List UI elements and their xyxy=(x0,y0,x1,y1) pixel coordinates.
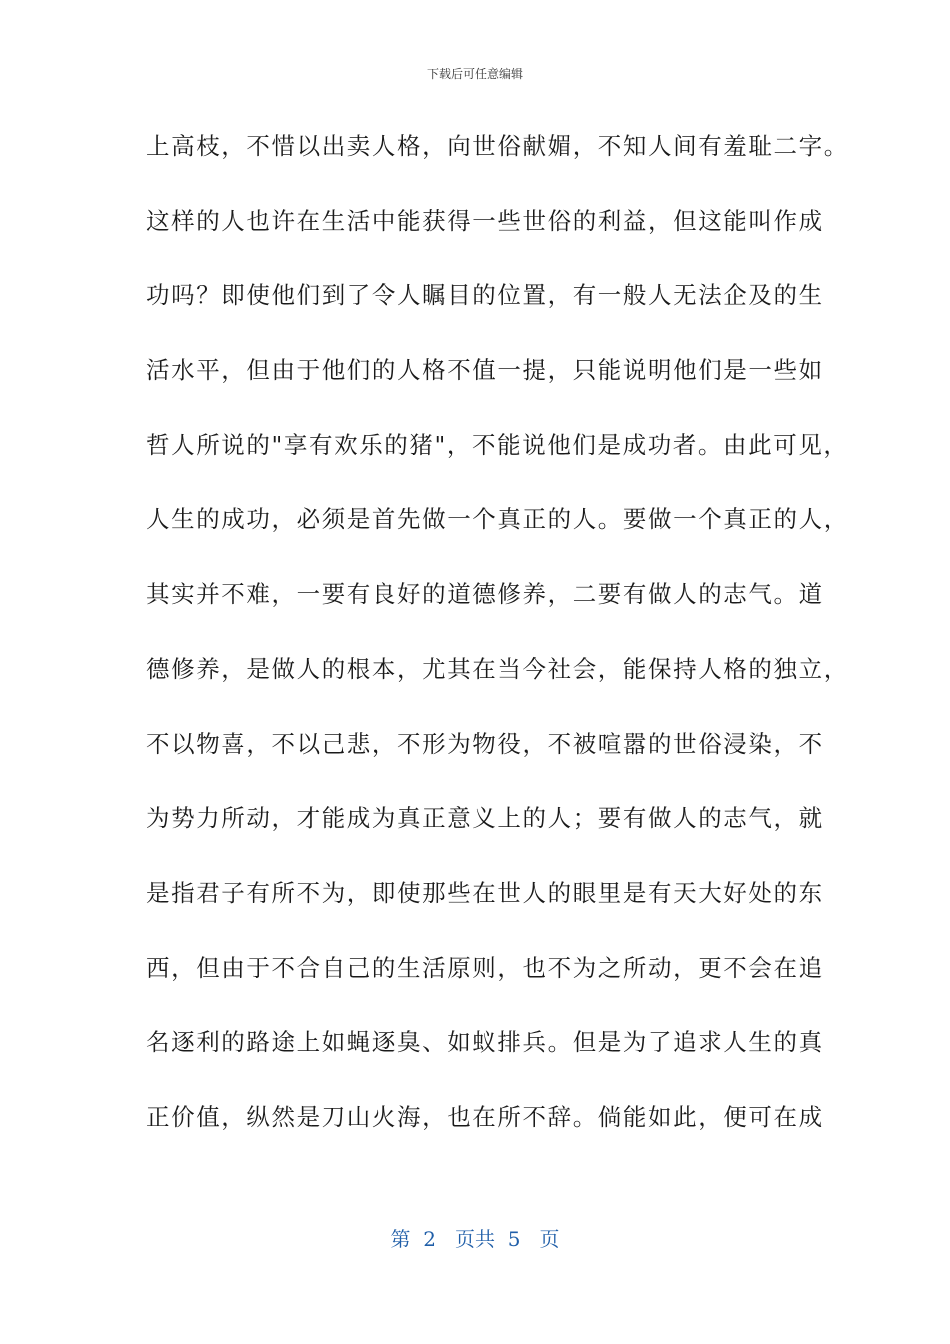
text-line: 正价值，纵然是刀山火海，也在所不辞。倘能如此，便可在成 xyxy=(146,1102,824,1131)
text-line: 上高枝，不惜以出卖人格，向世俗献媚，不知人间有羞耻二字。 xyxy=(146,132,849,160)
text-line: 活水平，但由于他们的人格不值一提，只能说明他们是一些如 xyxy=(146,356,824,385)
text-line: 德修养，是做人的根本，尤其在当今社会，能保持人格的独立， xyxy=(146,654,849,683)
current-page-number: 2 xyxy=(423,1227,436,1251)
document-body xyxy=(146,122,849,1168)
text-line: 哲人所说的"享有欢乐的猪"，不能说他们是成功者。由此可见， xyxy=(146,430,849,459)
page-mid: 页共 xyxy=(455,1227,495,1251)
text-line: 是指君子有所不为，即使那些在世人的眼里是有天大好处的东 xyxy=(146,878,824,907)
text-line: 为势力所动，才能成为真正意义上的人；要有做人的志气，就 xyxy=(146,804,824,833)
text-line: 西，但由于不合自己的生活原则，也不为之所动，更不会在追 xyxy=(146,953,824,982)
page-number-footer xyxy=(0,1226,950,1252)
text-line: 名逐利的路途上如蝇逐臭、如蚁排兵。但是为了追求人生的真 xyxy=(146,1028,824,1057)
page-header-note: 下载后可任意编辑 xyxy=(426,67,523,81)
text-line: 不以物喜，不以己悲，不形为物役，不被喧嚣的世俗浸染，不 xyxy=(146,729,824,758)
total-pages-number: 5 xyxy=(507,1227,521,1251)
text-line: 这样的人也许在生活中能获得一些世俗的利益，但这能叫作成 xyxy=(146,206,824,235)
page-suffix: 页 xyxy=(539,1227,560,1251)
text-line: 其实并不难，一要有良好的道德修养，二要有做人的志气。道 xyxy=(146,580,824,609)
page-prefix: 第 xyxy=(390,1227,411,1251)
text-line: 功吗？即使他们到了令人瞩目的位置，有一般人无法企及的生 xyxy=(146,281,824,310)
text-line: 人生的成功，必须是首先做一个真正的人。要做一个真正的人， xyxy=(146,505,849,534)
